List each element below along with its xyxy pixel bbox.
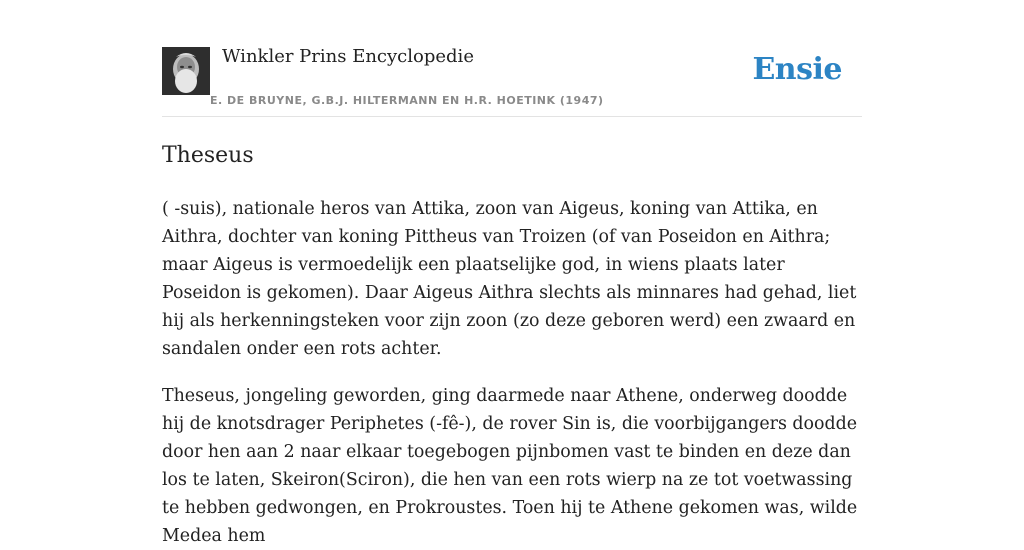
authors-line: E. DE BRUYNE, G.B.J. HILTERMANN EN H.R. HOETINK (1947): [210, 94, 604, 107]
portrait-avatar-icon[interactable]: [162, 47, 210, 95]
content-column: [162, 0, 862, 550]
source-header: [162, 0, 862, 117]
article-paragraph-1: ( -suis), nationale heros van Attika, zoon van Aigeus, koning van Attika, en Aithra, dochter van koning Pittheus van Troizen (of van Poseidon en Aithra; maar Aigeus is vermoedelijk een plaatselijke god, in wiens plaats later Poseidon is gekomen). Daar Aigeus Aithra slechts als minnares had gehad, liet hij als herkenningsteken voor zijn zoon (zo deze geboren werd) een zwaard en sandalen onder een rots achter.: [162, 199, 857, 359]
ensie-logo[interactable]: Ensie: [752, 52, 842, 87]
article-paragraph-2: Theseus, jongeling geworden, ging daarmede naar Athene, onderweg doodde hij de knotsdrager Periphetes (-fê-), de rover Sin is, die voorbijgangers doodde door hen aan 2 naar elkaar toegebogen pijnbomen vast te binden en deze dan los te laten, Skeiron(Sciron), die hen van een rots wierp na ze tot voetwassing te hebben gedwongen, en Prokroustes. Toen hij te Athene gekomen was, wilde Medea hem: [162, 386, 858, 546]
source-title[interactable]: Winkler Prins Encyclopedie: [222, 46, 474, 67]
article-title: Theseus: [162, 143, 254, 168]
